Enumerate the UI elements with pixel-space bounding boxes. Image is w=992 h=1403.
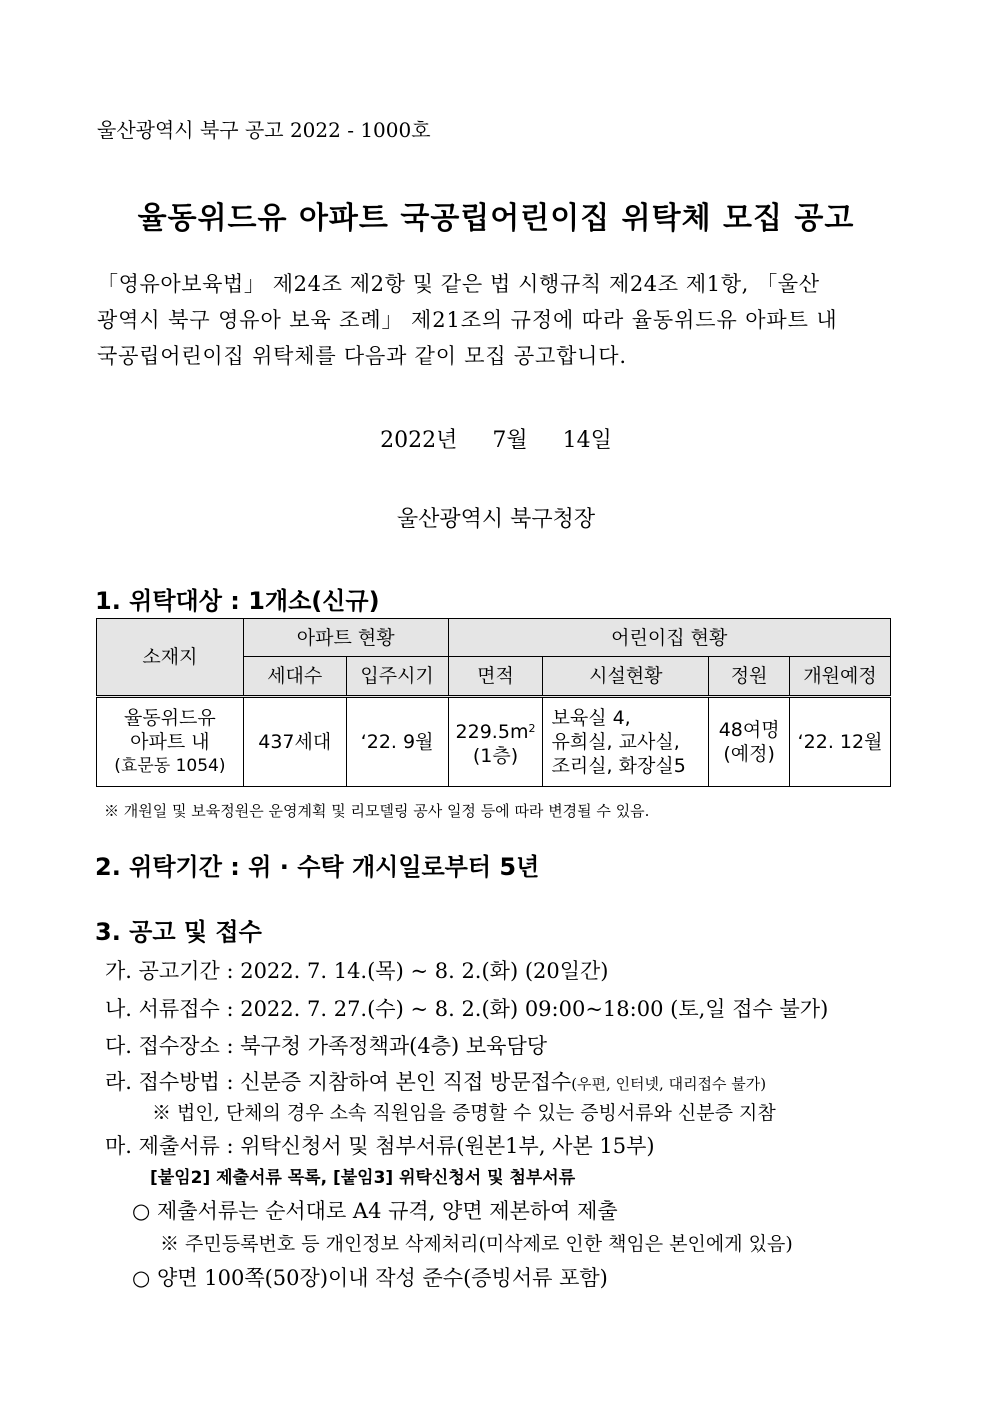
header-households: 세대수 [243,657,346,697]
area-value: $229.5m^2$ [455,720,536,743]
receipt-method-exceptions: (우편, 인터넷, 대리접수 불가) [571,1075,767,1093]
cell-capacity [709,697,790,787]
date-month: 7월 [492,428,528,453]
target-table [96,618,891,787]
header-facilities: 시설현황 [543,657,709,697]
intro-line: 국공립어린이집 위탁체를 다음과 같이 모집 공고합니다. [97,344,627,368]
header-apartment-status: 아파트 현황 [243,619,448,657]
bullet-privacy-note: ※ 주민등록번호 등 개인정보 삭제처리(미삭제로 인한 책임은 본인에게 있음) [160,1233,793,1255]
facilities-line: 유희실, 교사실, [551,731,680,753]
receipt-method-note: ※ 법인, 단체의 경우 소속 직원임을 증명할 수 있는 증빙서류와 신분증 지참 [152,1102,776,1124]
notice-date [0,423,992,454]
intro-line: 「영유아보육법」 제24조 제2항 및 같은 법 시행규칙 제24조 제1항, 「울산 [97,272,820,296]
section-1-heading: 1. 위탁대상 : 1개소(신규) [95,587,380,615]
capacity-line: (예정) [723,743,775,765]
page-title: 율동위드유 아파트 국공립어린이집 위탁체 모집 공고 [137,201,855,236]
cell-location [97,697,244,787]
issuer: 울산광역시 북구청장 [396,507,596,532]
bullet-page-limit: ○ 양면 100쪽(50장)이내 작성 준수(증빙서류 포함) [132,1266,608,1290]
table-note: ※ 개원일 및 보육정원은 운영계획 및 리모델링 공사 일정 등에 따라 변경될 수 있음. [104,802,650,820]
notice-number: 울산광역시 북구 공고 2022 - 1000호 [97,118,431,142]
header-location: 소재지 [97,619,244,697]
item-receipt-place: 다. 접수장소 : 북구청 가족정책과(4층) 보육담당 [105,1034,548,1058]
header-capacity: 정원 [709,657,790,697]
facilities-line: 보육실 4, [551,707,631,729]
item-receipt-method [105,1066,766,1096]
area-unit-superscript: 2 [528,721,536,735]
receipt-method-main: 라. 접수방법 : 신분증 지참하여 본인 직접 방문접수 [105,1070,572,1094]
section-3-heading: 3. 공고 및 접수 [95,918,262,946]
capacity-line: 48여명 [718,719,780,741]
cell-households: 437세대 [243,697,346,787]
item-document-receipt: 나. 서류접수 : 2022. 7. 27.(수) ~ 8. 2.(화) 09:00~18:00 (토,일 접수 불가) [105,997,829,1021]
table-row [97,697,891,787]
location-line: (효문동 1054) [114,756,226,776]
section-2-heading: 2. 위탁기간 : 위 · 수탁 개시일로부터 5년 [95,853,540,881]
header-move-in: 입주시기 [346,657,448,697]
attachments-reference: [붙임2] 제출서류 목록, [붙임3] 위탁신청서 및 첨부서류 [150,1168,576,1188]
header-daycare-status: 어린이집 현황 [448,619,890,657]
area-floor: (1층) [472,744,519,767]
cell-area [448,697,543,787]
date-day: 14일 [562,428,612,453]
item-notice-period: 가. 공고기간 : 2022. 7. 14.(목) ~ 8. 2.(화) (20일간) [105,959,609,983]
header-area: 면적 [448,657,543,697]
facilities-line: 조리실, 화장실5 [551,755,686,777]
item-submission-documents: 마. 제출서류 : 위탁신청서 및 첨부서류(원본1부, 사본 15부) [105,1134,655,1158]
intro-paragraph [97,266,899,374]
intro-line: 광역시 북구 영유아 보육 조례」 제21조의 규정에 따라 율동위드유 아파트 내 [97,308,838,332]
header-opening: 개원예정 [790,657,891,697]
cell-opening: ‘22. 12월 [790,697,891,787]
location-line: 율동위드유 [124,707,216,729]
cell-move-in: ‘22. 9월 [346,697,448,787]
date-year: 2022년 [380,428,458,453]
cell-facilities [543,697,709,787]
bullet-document-format: ○ 제출서류는 순서대로 A4 규격, 양면 제본하여 제출 [132,1199,618,1223]
location-line: 아파트 내 [130,731,210,753]
